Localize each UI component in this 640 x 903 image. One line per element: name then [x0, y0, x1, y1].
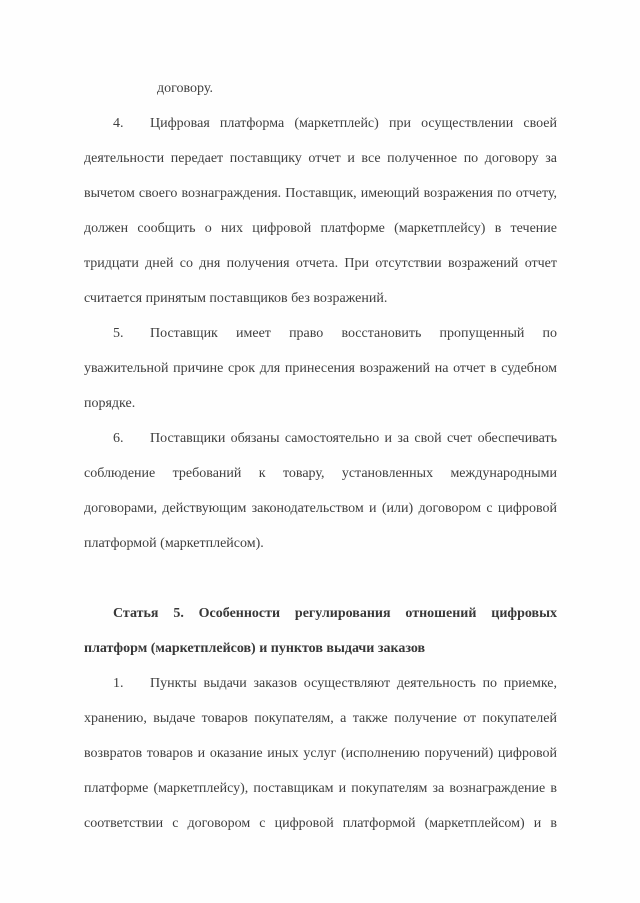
paragraph-spacer: [84, 561, 557, 596]
paragraph-number: 5.: [113, 326, 124, 341]
text-line: платформой (маркетплейсом).: [84, 536, 264, 551]
text-line: деятельности передает поставщику отчет и все полученное по договору за: [84, 151, 557, 166]
paragraph-previous-tail: [84, 71, 557, 106]
text-line: соответствии с договором с цифровой платформой (маркетплейсом) и в: [84, 816, 557, 831]
paragraph-4: [84, 106, 557, 316]
line-text: Статья 5. Особенности регулирования отношений цифровых: [113, 606, 557, 621]
text-line: соблюдение требований к товару, установленных международными: [84, 466, 557, 481]
paragraph-5: [84, 316, 557, 421]
text-line: [84, 596, 557, 631]
text-line: [84, 421, 557, 456]
text-line: [84, 316, 557, 351]
paragraph-number: 4.: [113, 116, 124, 131]
line-text: Пункты выдачи заказов осуществляют деятельность по приемке,: [150, 676, 557, 691]
text-line: [84, 666, 557, 701]
text-line: возвратов товаров и оказание иных услуг (исполнению поручений) цифровой: [84, 746, 557, 761]
paragraph-number: 1.: [113, 676, 124, 691]
line-text: Поставщики обязаны самостоятельно и за свой счет обеспечивать: [150, 431, 557, 446]
paragraph-number: 6.: [113, 431, 124, 446]
text-line: вычетом своего вознаграждения. Поставщик, имеющий возражения по отчету,: [84, 186, 557, 201]
line-text: Цифровая платформа (маркетплейс) при осуществлении своей: [150, 116, 557, 131]
text-line: договорами, действующим законодательством и (или) договором с цифровой: [84, 501, 557, 516]
text-line: [84, 106, 557, 141]
text-line: тридцати дней со дня получения отчета. При отсутствии возражений отчет: [84, 256, 557, 271]
text-block: [84, 71, 557, 841]
paragraph-1: [84, 666, 557, 841]
article-5-heading: [84, 596, 557, 666]
text-line: должен сообщить о них цифровой платформе (маркетплейсу) в течение: [84, 221, 557, 236]
text-line: уважительной причине срок для принесения возражений на отчет в судебном: [84, 361, 557, 376]
text-line: платформ (маркетплейсов) и пунктов выдачи заказов: [84, 641, 426, 656]
paragraph-6: [84, 421, 557, 561]
text-line: [84, 71, 557, 106]
line-text: Поставщик имеет право восстановить пропущенный по: [150, 326, 557, 341]
line-text: договору.: [157, 81, 213, 96]
text-line: платформе (маркетплейсу), поставщикам и покупателям за вознаграждение в: [84, 781, 557, 796]
text-line: порядке.: [84, 396, 136, 411]
text-line: считается принятым поставщиков без возражений.: [84, 291, 388, 306]
text-line: хранению, выдаче товаров покупателям, а также получение от покупателей: [84, 711, 557, 726]
